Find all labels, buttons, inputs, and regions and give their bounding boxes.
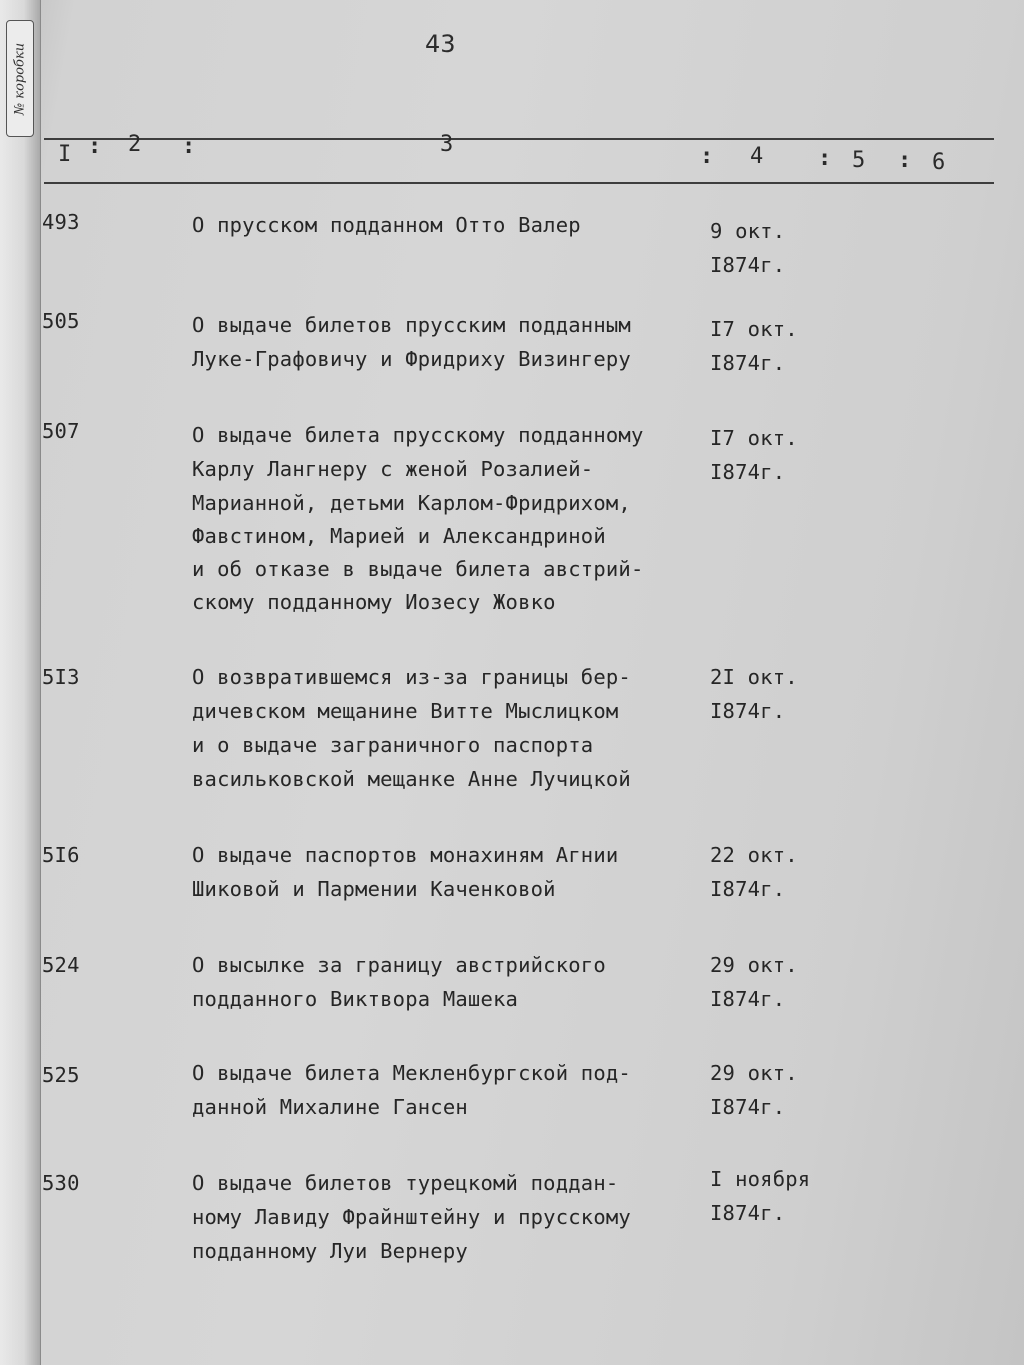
case-description-line: Луке-Графовичу и Фридриху Визингеру: [192, 347, 631, 371]
case-description-line: О выдаче билета Мекленбургской под-: [192, 1061, 631, 1085]
case-number: 524: [42, 953, 80, 977]
case-description-line: васильковской мещанке Анне Лучицкой: [192, 767, 631, 791]
column-separator: :: [88, 134, 102, 159]
column-separator: :: [818, 146, 832, 171]
case-number: 5I3: [42, 665, 80, 689]
case-description-line: Марианной, детьми Карлом-Фридрихом,: [192, 491, 631, 515]
case-description-line: подданного Виктвора Машека: [192, 987, 519, 1011]
case-date-line: 22 окт.: [710, 843, 798, 867]
case-description-line: О выдаче билета прусскому подданному: [192, 423, 644, 447]
case-description-line: и об отказе в выдаче билета австрий-: [192, 557, 644, 581]
case-date-line: I874г.: [710, 877, 786, 901]
case-date-line: 2I окт.: [710, 665, 798, 689]
case-description-line: Шиковой и Пармении Каченковой: [192, 877, 556, 901]
column-header-6: 6: [932, 150, 946, 175]
column-header-5: 5: [852, 148, 866, 173]
case-date-line: I ноября: [710, 1167, 811, 1191]
case-number: 507: [42, 419, 80, 443]
case-description-line: дичевском мещанине Витте Мыслицком: [192, 699, 619, 723]
case-description-line: О высылке за границу австрийского: [192, 953, 606, 977]
case-date-line: I874г.: [710, 460, 786, 484]
case-date-line: I874г.: [710, 1095, 786, 1119]
box-number-label-text: № коробки: [12, 42, 28, 115]
case-date-line: I874г.: [710, 253, 786, 277]
column-separator: :: [182, 134, 196, 159]
case-number: 493: [42, 210, 80, 234]
case-description-line: О возвратившемся из-за границы бер-: [192, 665, 631, 689]
case-date-line: 29 окт.: [710, 1061, 798, 1085]
column-separator: :: [700, 144, 714, 169]
column-header-3: 3: [440, 132, 454, 157]
case-description-line: данной Михалине Гансен: [192, 1095, 468, 1119]
case-date-line: 29 окт.: [710, 953, 798, 977]
case-date-line: I874г.: [710, 699, 786, 723]
column-header-4: 4: [750, 144, 764, 169]
header-rule-bottom: [44, 182, 994, 184]
case-date-line: I874г.: [710, 987, 786, 1011]
column-separator: :: [898, 148, 912, 173]
case-date-line: I874г.: [710, 351, 786, 375]
case-description-line: Карлу Лангнеру с женой Розалией-: [192, 457, 594, 481]
case-description-line: и о выдаче заграничного паспорта: [192, 733, 594, 757]
case-number: 505: [42, 309, 80, 333]
case-number: 525: [42, 1063, 80, 1087]
column-header-2: 2: [128, 132, 142, 157]
case-date-line: I7 окт.: [710, 317, 798, 341]
case-description-line: скому подданному Иозесу Жовко: [192, 590, 556, 614]
case-number: 530: [42, 1171, 80, 1195]
case-date-line: I7 окт.: [710, 426, 798, 450]
binding-strip: [0, 0, 41, 1365]
case-description-line: О выдаче паспортов монахиням Агнии: [192, 843, 619, 867]
page-number: 43: [425, 30, 456, 58]
case-number: 5I6: [42, 843, 80, 867]
case-description-line: О выдаче билетов прусским подданным: [192, 313, 631, 337]
case-description-line: О прусском подданном Отто Валер: [192, 213, 581, 237]
box-number-label: [6, 20, 34, 137]
case-description-line: подданному Луи Вернеру: [192, 1239, 468, 1263]
case-date-line: 9 окт.: [710, 219, 786, 243]
case-date-line: I874г.: [710, 1201, 786, 1225]
case-description-line: Фавстином, Марией и Александриной: [192, 524, 606, 548]
case-description-line: ному Лавиду Фрайнштейну и прусскому: [192, 1205, 631, 1229]
column-header-1: I: [58, 142, 72, 167]
case-description-line: О выдаче билетов турецкомй поддан-: [192, 1171, 619, 1195]
